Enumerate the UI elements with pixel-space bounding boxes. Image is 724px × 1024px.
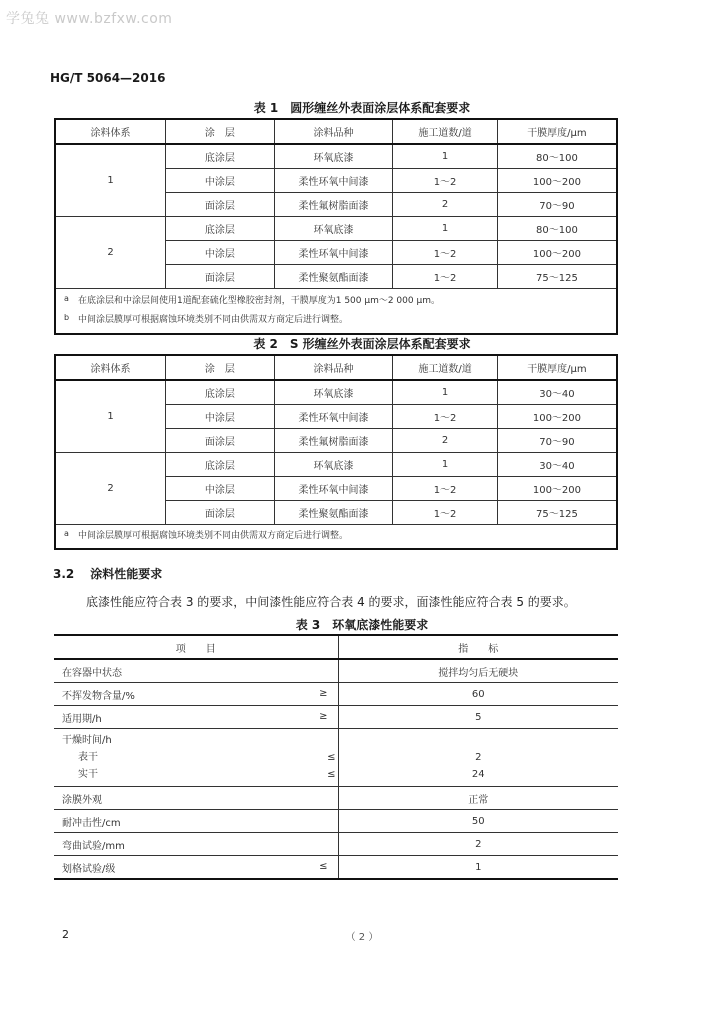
table3-value xyxy=(339,732,619,749)
section-title: 涂料性能要求 xyxy=(90,567,163,581)
table-cell: 1 xyxy=(393,217,498,241)
table3-item xyxy=(54,833,338,856)
table-cell: 柔性环氧中间漆 xyxy=(274,477,393,501)
table-cell: 柔性氟树脂面漆 xyxy=(274,429,393,453)
table-row xyxy=(55,453,617,477)
table3-item xyxy=(54,683,338,706)
table1-system-cell: 1 xyxy=(55,144,166,217)
table3-item xyxy=(54,856,338,880)
table-cell: 80～100 xyxy=(497,144,617,169)
table1-system-cell: 2 xyxy=(55,217,166,289)
table-cell: 底涂层 xyxy=(166,380,275,405)
note-mark: b xyxy=(64,313,70,322)
table-cell: 75～125 xyxy=(497,501,617,525)
table-cell: 70～90 xyxy=(497,193,617,217)
page-number: 2 xyxy=(62,928,69,941)
table-cell: 面涂层 xyxy=(166,501,275,525)
table-cell: 1～2 xyxy=(393,241,498,265)
table-cell: 柔性氟树脂面漆 xyxy=(274,193,393,217)
table2-header-row xyxy=(55,355,617,380)
table-cell: 柔性聚氨酯面漆 xyxy=(274,501,393,525)
table-row xyxy=(55,217,617,241)
table3-value: 5 xyxy=(338,706,618,729)
table-cell: 1 xyxy=(393,453,498,477)
item-sub-row xyxy=(62,749,338,766)
note-text: 中间涂层膜厚可根据腐蚀环境类别不同由供需双方商定后进行调整。 xyxy=(78,531,349,541)
table1-header-thickness: 干膜厚度/μm xyxy=(497,119,617,144)
table-row xyxy=(54,683,618,706)
table-cell: 中涂层 xyxy=(166,169,275,193)
item-sub-row xyxy=(62,766,338,783)
table1-header-row xyxy=(55,119,617,144)
table-cell: 环氧底漆 xyxy=(274,380,393,405)
table-row xyxy=(54,729,618,787)
table3-item xyxy=(54,787,338,810)
table-cell: 中涂层 xyxy=(166,241,275,265)
table-cell: 100～200 xyxy=(497,477,617,501)
item-label: 弯曲试验/mm xyxy=(62,840,125,852)
table-cell: 1 xyxy=(393,144,498,169)
table-row xyxy=(54,856,618,880)
table2 xyxy=(54,354,618,550)
table3-value-group xyxy=(338,729,618,787)
comparison-symbol: ≥ xyxy=(319,711,328,722)
table1-notes-row xyxy=(55,289,617,335)
table-cell: 底涂层 xyxy=(166,144,275,169)
document-code: HG/T 5064—2016 xyxy=(50,71,166,85)
watermark: 学兔兔 www.bzfxw.com xyxy=(6,11,173,27)
section-number: 3.2 xyxy=(53,567,75,581)
table3-value: 50 xyxy=(338,810,618,833)
table2-header-thickness: 干膜厚度/μm xyxy=(497,355,617,380)
table1 xyxy=(54,118,618,335)
table2-system-cell: 1 xyxy=(55,380,166,453)
table-row xyxy=(55,144,617,169)
table-cell: 底涂层 xyxy=(166,217,275,241)
table-cell: 1～2 xyxy=(393,265,498,289)
comparison-symbol: ≤ xyxy=(327,752,336,763)
item-label: 适用期/h xyxy=(62,713,102,725)
comparison-symbol: ≥ xyxy=(319,688,328,699)
table-cell: 1～2 xyxy=(393,477,498,501)
table-cell: 柔性聚氨酯面漆 xyxy=(274,265,393,289)
table3-caption: 表 3 环氧底漆性能要求 xyxy=(295,618,429,632)
table3-item xyxy=(54,659,338,683)
comparison-symbol: ≤ xyxy=(319,861,328,872)
table-cell: 面涂层 xyxy=(166,429,275,453)
table-cell: 柔性环氧中间漆 xyxy=(274,169,393,193)
table1-notes xyxy=(55,289,617,335)
table-row xyxy=(54,833,618,856)
table3-item-group xyxy=(54,729,338,787)
table2-header-system: 涂料体系 xyxy=(55,355,166,380)
table1-header-passes: 施工道数/道 xyxy=(393,119,498,144)
table-cell: 100～200 xyxy=(497,241,617,265)
table3-value: 2 xyxy=(338,833,618,856)
table3-value: 正常 xyxy=(338,787,618,810)
table1-header-variety: 涂料品种 xyxy=(274,119,393,144)
item-label: 不挥发物含量/% xyxy=(62,690,135,702)
table-note xyxy=(64,292,616,311)
table-cell: 80～100 xyxy=(497,217,617,241)
table-cell: 75～125 xyxy=(497,265,617,289)
table-cell: 中涂层 xyxy=(166,405,275,429)
table-cell: 1 xyxy=(393,380,498,405)
table1-caption: 表 1 圆形缠丝外表面涂层体系配套要求 xyxy=(253,101,471,115)
table-cell: 面涂层 xyxy=(166,265,275,289)
table-note xyxy=(64,311,616,330)
item-label: 耐冲击性/cm xyxy=(62,817,121,829)
section-heading xyxy=(53,565,162,582)
table3-item xyxy=(54,810,338,833)
table2-caption: 表 2 S 形缠丝外表面涂层体系配套要求 xyxy=(253,337,471,351)
note-text: 中间涂层膜厚可根据腐蚀环境类别不同由供需双方商定后进行调整。 xyxy=(78,315,349,325)
table3-value: 24 xyxy=(471,769,485,780)
table-cell: 环氧底漆 xyxy=(274,453,393,477)
note-mark: a xyxy=(64,529,69,538)
table2-notes xyxy=(55,525,617,550)
table3-header-value: 指 标 xyxy=(338,635,618,659)
table3-header-row xyxy=(54,635,618,659)
table2-system-cell: 2 xyxy=(55,453,166,525)
table3-value: 1 xyxy=(338,856,618,880)
table2-header-passes: 施工道数/道 xyxy=(393,355,498,380)
table-cell: 1～2 xyxy=(393,405,498,429)
table-cell: 底涂层 xyxy=(166,453,275,477)
table-cell: 面涂层 xyxy=(166,193,275,217)
table-cell: 环氧底漆 xyxy=(274,144,393,169)
table2-header-layer: 涂 层 xyxy=(166,355,275,380)
table-row xyxy=(55,380,617,405)
table-cell: 中涂层 xyxy=(166,477,275,501)
table-cell: 柔性环氧中间漆 xyxy=(274,405,393,429)
table-note xyxy=(64,527,616,546)
item-label: 干燥时间/h xyxy=(62,735,112,746)
table-row xyxy=(54,659,618,683)
table-cell: 环氧底漆 xyxy=(274,217,393,241)
table1-header-layer: 涂 层 xyxy=(166,119,275,144)
page-mark: （ 2 ） xyxy=(345,932,379,943)
table1-header-system: 涂料体系 xyxy=(55,119,166,144)
table-cell: 70～90 xyxy=(497,429,617,453)
table3-header-item: 项 目 xyxy=(54,635,338,659)
item-label: 表干 xyxy=(78,752,98,763)
comparison-symbol: ≤ xyxy=(327,769,336,780)
table2-notes-row xyxy=(55,525,617,550)
table-cell: 1～2 xyxy=(393,501,498,525)
table-row xyxy=(54,706,618,729)
table-row xyxy=(54,787,618,810)
table3-value: 60 xyxy=(338,683,618,706)
table-cell: 100～200 xyxy=(497,169,617,193)
table3-item xyxy=(54,706,338,729)
table-cell: 1～2 xyxy=(393,169,498,193)
table-cell: 2 xyxy=(393,429,498,453)
note-mark: a xyxy=(64,294,69,303)
item-label: 在容器中状态 xyxy=(62,667,122,679)
item-label: 涂膜外观 xyxy=(62,794,102,806)
item-label: 实干 xyxy=(78,769,98,780)
table2-header-variety: 涂料品种 xyxy=(274,355,393,380)
table3 xyxy=(54,634,618,880)
item-label: 划格试验/级 xyxy=(62,863,116,875)
section-paragraph: 底漆性能应符合表 3 的要求，中间漆性能应符合表 4 的要求，面漆性能应符合表 5 的要求。 xyxy=(86,595,576,609)
table-cell: 30～40 xyxy=(497,453,617,477)
table3-value: 2 xyxy=(475,752,482,763)
note-text: 在底涂层和中涂层间使用1道配套硫化型橡胶密封剂，干膜厚度为1 500 μm～2 000 μm。 xyxy=(78,296,440,306)
table-row xyxy=(54,810,618,833)
table-cell: 30～40 xyxy=(497,380,617,405)
table-cell: 100～200 xyxy=(497,405,617,429)
table-cell: 柔性环氧中间漆 xyxy=(274,241,393,265)
table-cell: 2 xyxy=(393,193,498,217)
table3-value: 搅拌均匀后无硬块 xyxy=(338,659,618,683)
